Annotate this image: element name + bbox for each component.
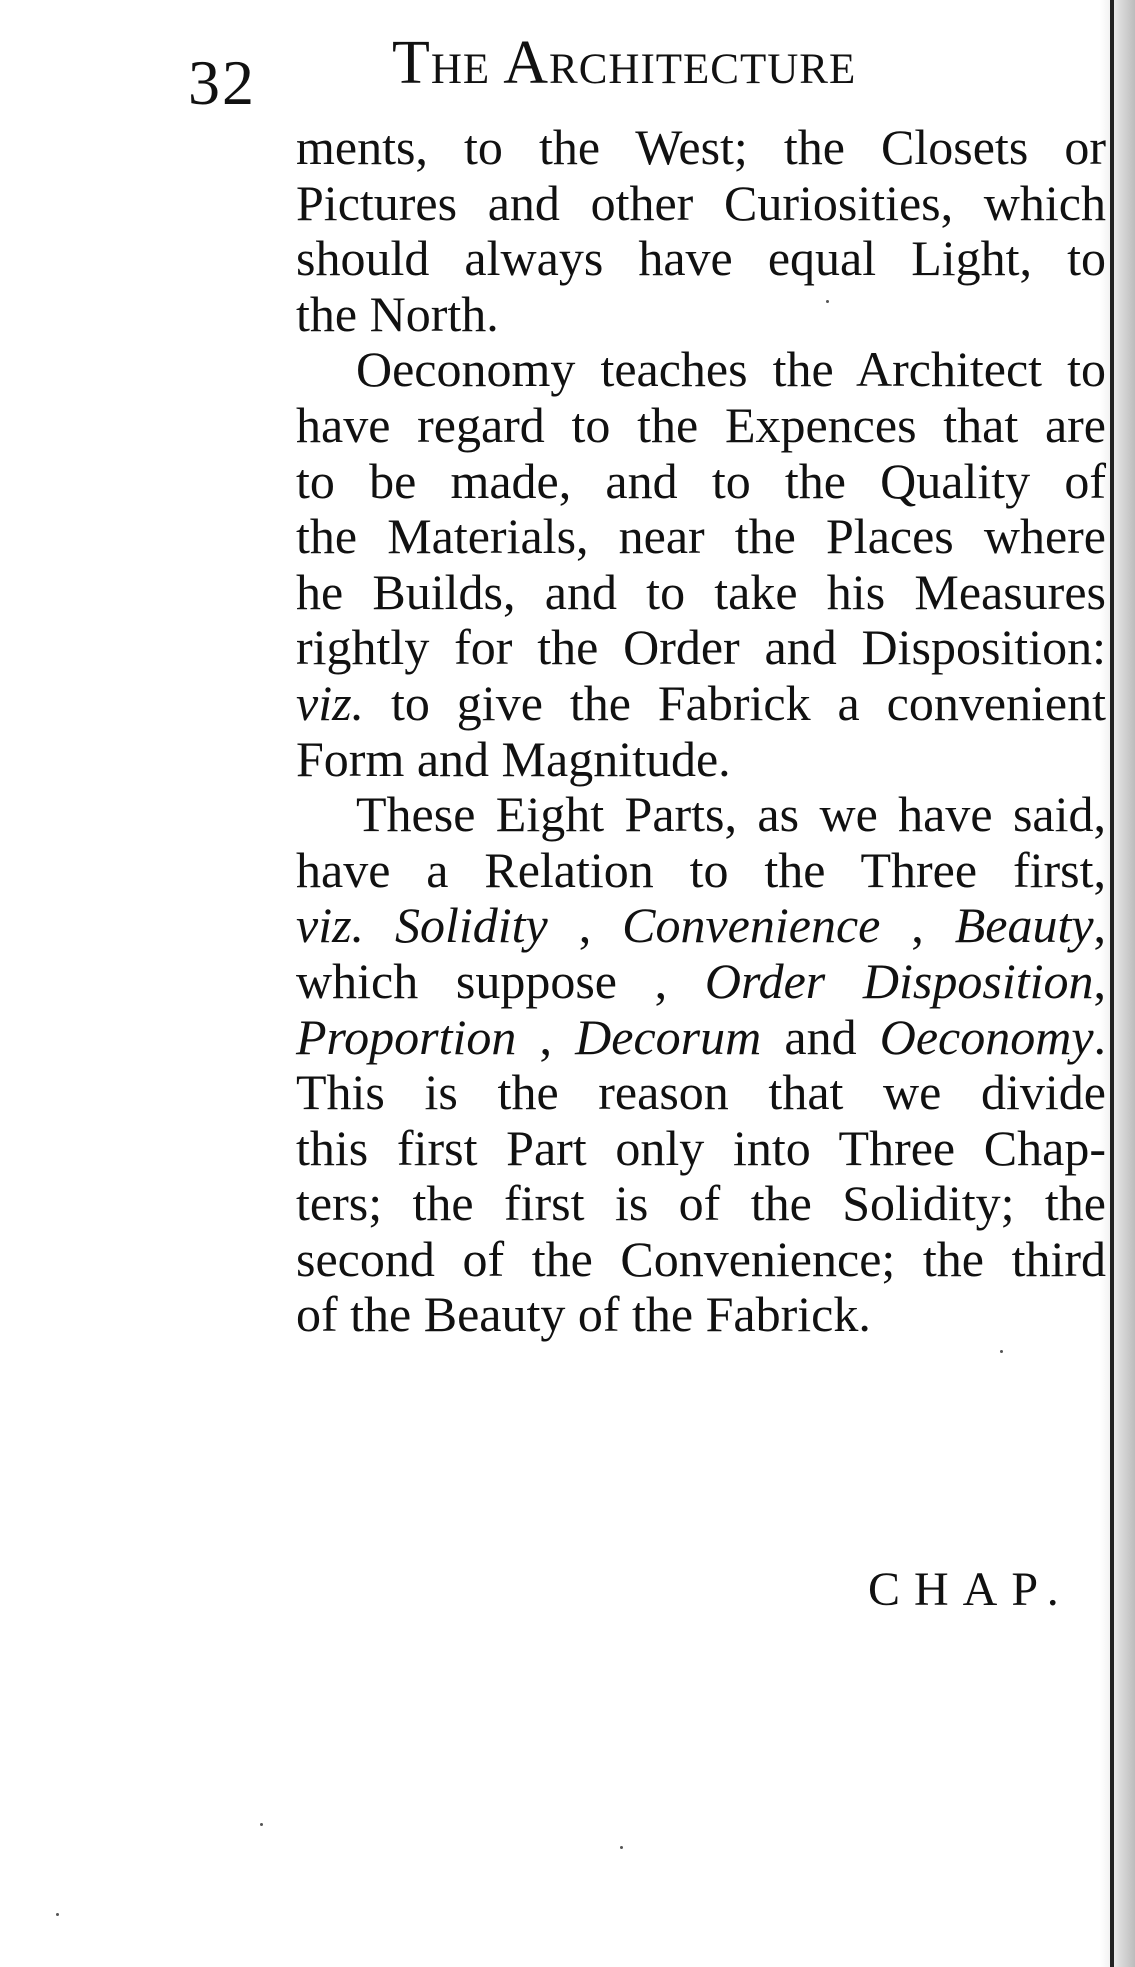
text-line: to be made, and to the Quality of bbox=[296, 452, 1106, 509]
text-line-mixed bbox=[296, 676, 1106, 732]
text-segment: to give the Fabrick a convenient bbox=[390, 674, 1106, 731]
comma: , bbox=[911, 897, 924, 954]
paper-speck bbox=[620, 1846, 623, 1849]
text-line: Form and Magnitude. bbox=[296, 730, 731, 787]
text-line: second of the Convenience; the third bbox=[296, 1230, 1106, 1287]
comma: , bbox=[578, 897, 592, 954]
text-line: rightly for the Order and Disposition: bbox=[296, 619, 1106, 676]
italic-oeconomy: Oeconomy bbox=[879, 1008, 1094, 1065]
running-title bbox=[392, 28, 856, 99]
text-segment: which suppose , bbox=[296, 952, 668, 1009]
running-title-text: The Architecture bbox=[392, 29, 857, 97]
italic-decorum: Decorum bbox=[575, 1008, 762, 1065]
body-text bbox=[296, 120, 1106, 1343]
italic-convenience: Convenience bbox=[622, 897, 881, 954]
binding-edge bbox=[1110, 0, 1114, 1967]
text-line-mixed bbox=[296, 954, 1106, 1010]
text-line: should always have equal Light, to bbox=[296, 230, 1106, 287]
paper-speck bbox=[56, 1913, 59, 1916]
text-line-mixed bbox=[296, 1010, 1106, 1066]
paper-speck bbox=[1000, 1350, 1003, 1353]
text-line: This is the reason that we divide bbox=[296, 1064, 1106, 1121]
paper-speck bbox=[260, 1823, 263, 1826]
text-and: and bbox=[784, 1008, 857, 1065]
italic-viz: viz. bbox=[296, 897, 365, 954]
text-line: the Materials, near the Places where bbox=[296, 508, 1106, 565]
italic-solidity: Solidity bbox=[394, 897, 548, 954]
text-line: Oeconomy teaches the Architect to bbox=[356, 341, 1106, 398]
text-line: Pictures and other Curiosities, which bbox=[296, 174, 1106, 231]
comma: , bbox=[539, 1008, 553, 1065]
italic-order-disposition: Order Disposition bbox=[704, 952, 1094, 1009]
text-line: These Eight Parts, as we have said, bbox=[356, 786, 1106, 843]
comma: , bbox=[1093, 952, 1106, 1009]
paper-speck bbox=[826, 300, 829, 303]
text-line: have regard to the Expences that are bbox=[296, 396, 1106, 453]
text-line: ters; the first is of the Solidity; the bbox=[296, 1175, 1106, 1232]
text-line: have a Relation to the Three first, bbox=[296, 841, 1106, 898]
italic-viz: viz. bbox=[296, 674, 365, 731]
italic-beauty: Beauty bbox=[954, 897, 1094, 954]
text-line: ments, to the West; the Closets or bbox=[296, 119, 1106, 175]
text-line: of the Beauty of the Fabrick. bbox=[296, 1286, 871, 1343]
text-line-mixed bbox=[296, 898, 1106, 954]
text-line: this first Part only into Three Chap- bbox=[296, 1119, 1106, 1176]
catchword: CHAP. bbox=[868, 1563, 1073, 1616]
comma: , bbox=[1093, 897, 1107, 954]
page-number: 32 bbox=[188, 47, 256, 118]
text-line: he Builds, and to take his Measures bbox=[296, 563, 1106, 620]
italic-proportion: Proportion bbox=[296, 1008, 517, 1065]
text-line: the North. bbox=[296, 285, 499, 342]
period: . bbox=[1093, 1008, 1107, 1065]
